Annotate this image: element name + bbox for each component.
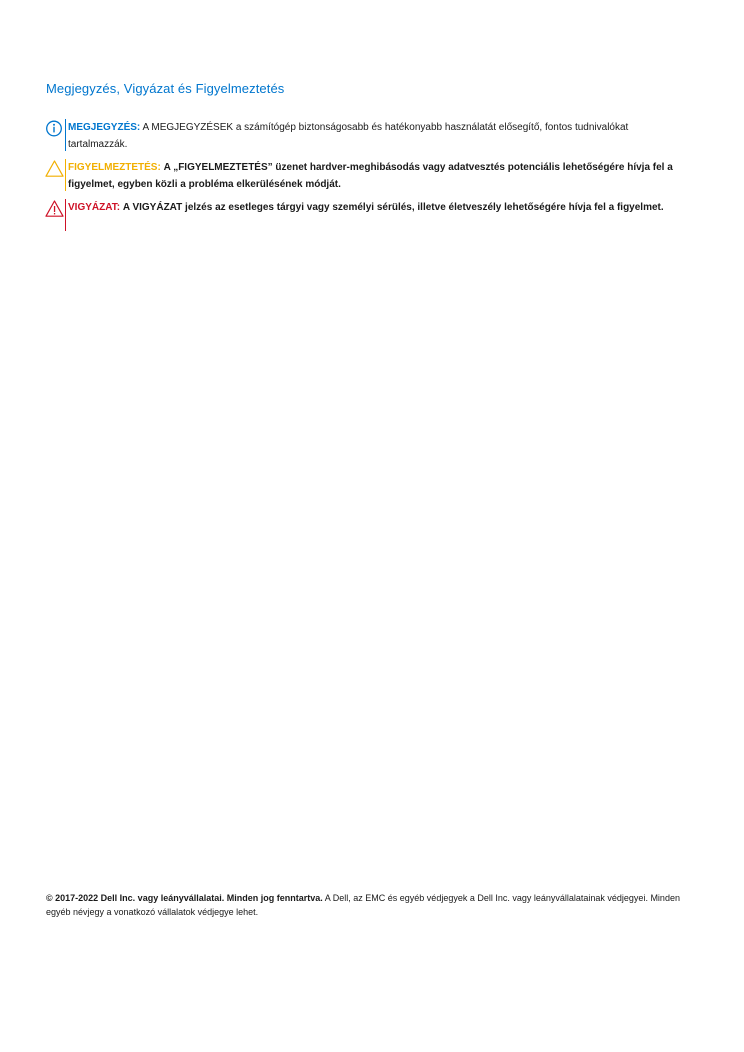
caution-triangle-icon: [45, 199, 65, 217]
warning-text: [68, 159, 688, 193]
note-label: MEGJEGYZÉS:: [68, 122, 141, 133]
copyright-bold: © 2017-2022 Dell Inc. vagy leányvállalatai. Minden jog fenntartva.: [46, 893, 323, 903]
warning-body: A „FIGYELMEZTETÉS” üzenet hardver-meghibásodás vagy adatvesztés potenciális lehetőségére hívja fel a figyelmet, egyben közli a probléma elkerülésének módját.: [68, 162, 673, 190]
note-text: [68, 119, 688, 153]
caution-label: VIGYÁZAT:: [68, 202, 121, 213]
copyright-rest: A Dell, az EMC és egyéb védjegyek a Dell Inc. vagy leányvállalatainak védjegyei. Minden egyéb névjegy a vonatkozó vállalatok védjegye lehet.: [46, 893, 680, 917]
warning-bar: [65, 159, 66, 191]
note-bar: [65, 119, 66, 151]
warning-triangle-icon: [45, 159, 65, 177]
note-body: A MEGJEGYZÉSEK a számítógép biztonságosabb és hatékonyabb használatát elősegítő, fontos tudnivalókat tartalmazzák.: [68, 122, 629, 150]
caution-body: A VIGYÁZAT jelzés az esetleges tárgyi vagy személyi sérülés, illetve életveszély lehetőségére hívja fel a figyelmet.: [122, 202, 664, 213]
page-title: Megjegyzés, Vigyázat és Figyelmeztetés: [46, 81, 285, 96]
warning-label: FIGYELMEZTETÉS:: [68, 162, 161, 173]
copyright-notice: [46, 891, 696, 919]
caution-bar: [65, 199, 66, 231]
info-circle-icon: [45, 119, 65, 137]
caution-text: [68, 199, 688, 216]
